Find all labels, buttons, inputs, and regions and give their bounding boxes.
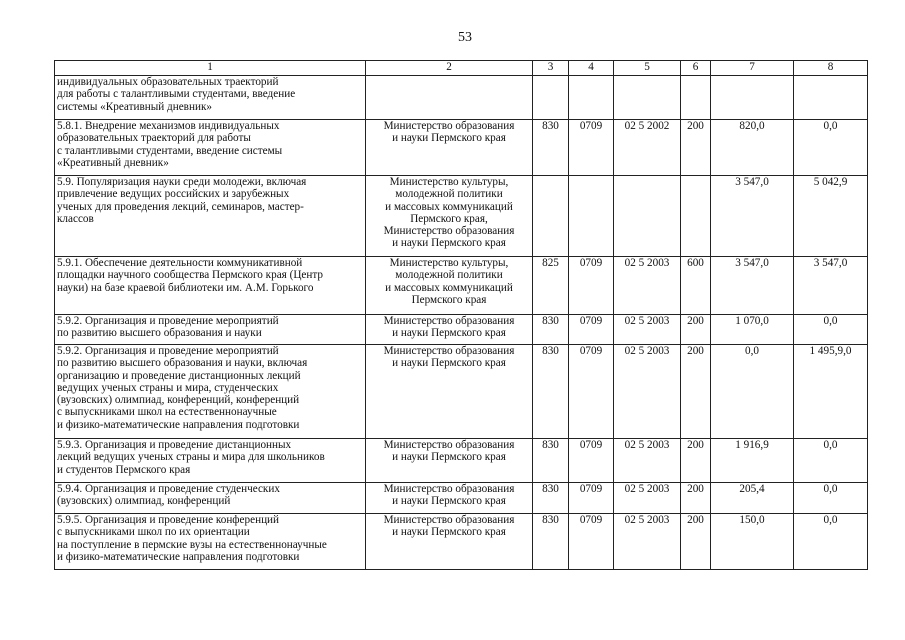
ministry-cell: Министерство образования и науки Пермского края — [366, 514, 533, 570]
header-cell: 5 — [614, 61, 681, 76]
target-item-cell: 02 5 2003 — [614, 345, 681, 439]
table-row — [55, 257, 868, 315]
section-code-cell — [569, 76, 614, 120]
expense-type-cell: 200 — [681, 483, 711, 514]
amount-col8-cell: 0,0 — [794, 120, 868, 176]
target-item-cell: 02 5 2003 — [614, 315, 681, 345]
amount-col8-cell — [794, 76, 868, 120]
chapter-code-cell: 830 — [533, 120, 569, 176]
target-item-cell — [614, 176, 681, 257]
amount-col7-cell: 205,4 — [711, 483, 794, 514]
header-cell: 8 — [794, 61, 868, 76]
table-row — [55, 176, 868, 257]
ministry-cell: Министерство образования и науки Пермского края — [366, 120, 533, 176]
target-item-cell — [614, 76, 681, 120]
target-item-cell: 02 5 2003 — [614, 439, 681, 483]
table-row — [55, 120, 868, 176]
activity-name-cell: индивидуальных образовательных траекторий для работы с талантливыми студентами, введение системы «Креативный дневник» — [55, 76, 366, 120]
ministry-cell: Министерство культуры, молодежной политики и массовых коммуникаций Пермского края, Министерство образования и науки Пермского края — [366, 176, 533, 257]
amount-col8-cell: 0,0 — [794, 514, 868, 570]
chapter-code-cell — [533, 176, 569, 257]
header-cell: 2 — [366, 61, 533, 76]
amount-col7-cell: 0,0 — [711, 345, 794, 439]
chapter-code-cell: 830 — [533, 483, 569, 514]
ministry-cell — [366, 76, 533, 120]
table-row — [55, 439, 868, 483]
table-row — [55, 345, 868, 439]
activity-name-cell: 5.9.5. Организация и проведение конференций с выпускниками школ по их ориентации на поступление в пермские вузы на естественнонаучные и физико-математические направления подготовки — [55, 514, 366, 570]
target-item-cell: 02 5 2002 — [614, 120, 681, 176]
amount-col7-cell — [711, 76, 794, 120]
chapter-code-cell: 830 — [533, 439, 569, 483]
section-code-cell: 0709 — [569, 345, 614, 439]
amount-col8-cell: 3 547,0 — [794, 257, 868, 315]
activity-name-cell: 5.9.4. Организация и проведение студенческих (вузовских) олимпиад, конференций — [55, 483, 366, 514]
amount-col8-cell: 5 042,9 — [794, 176, 868, 257]
header-cell: 3 — [533, 61, 569, 76]
chapter-code-cell: 830 — [533, 514, 569, 570]
section-code-cell: 0709 — [569, 439, 614, 483]
expense-type-cell: 200 — [681, 120, 711, 176]
expense-type-cell: 200 — [681, 315, 711, 345]
amount-col7-cell: 150,0 — [711, 514, 794, 570]
expense-type-cell: 200 — [681, 439, 711, 483]
chapter-code-cell: 830 — [533, 315, 569, 345]
amount-col8-cell: 1 495,9,0 — [794, 345, 868, 439]
activity-name-cell: 5.9. Популяризация науки среди молодежи, включая привлечение ведущих российских и зарубежных ученых для проведения лекций, семинаров, мастер- классов — [55, 176, 366, 257]
section-code-cell — [569, 176, 614, 257]
target-item-cell: 02 5 2003 — [614, 514, 681, 570]
section-code-cell: 0709 — [569, 120, 614, 176]
amount-col7-cell: 820,0 — [711, 120, 794, 176]
table-row — [55, 514, 868, 570]
amount-col7-cell: 1 070,0 — [711, 315, 794, 345]
activity-name-cell: 5.9.3. Организация и проведение дистанционных лекций ведущих ученых страны и мира для школьников и студентов Пермского края — [55, 439, 366, 483]
ministry-cell: Министерство культуры, молодежной политики и массовых коммуникаций Пермского края — [366, 257, 533, 315]
table-row — [55, 76, 868, 120]
header-cell: 7 — [711, 61, 794, 76]
chapter-code-cell: 830 — [533, 345, 569, 439]
section-code-cell: 0709 — [569, 514, 614, 570]
expense-type-cell: 200 — [681, 345, 711, 439]
amount-col7-cell: 3 547,0 — [711, 176, 794, 257]
amount-col7-cell: 3 547,0 — [711, 257, 794, 315]
chapter-code-cell: 825 — [533, 257, 569, 315]
activity-name-cell: 5.8.1. Внедрение механизмов индивидуальных образовательных траекторий для работы с талантливыми студентами, введение системы «Креативный дневник» — [55, 120, 366, 176]
header-cell: 6 — [681, 61, 711, 76]
target-item-cell: 02 5 2003 — [614, 257, 681, 315]
amount-col7-cell: 1 916,9 — [711, 439, 794, 483]
expense-type-cell — [681, 76, 711, 120]
expense-type-cell: 200 — [681, 514, 711, 570]
chapter-code-cell — [533, 76, 569, 120]
table-row — [55, 483, 868, 514]
activity-name-cell: 5.9.2. Организация и проведение мероприятий по развитию высшего образования и науки — [55, 315, 366, 345]
ministry-cell: Министерство образования и науки Пермского края — [366, 345, 533, 439]
table-header-row — [55, 61, 868, 76]
ministry-cell: Министерство образования и науки Пермского края — [366, 439, 533, 483]
expense-type-cell — [681, 176, 711, 257]
section-code-cell: 0709 — [569, 315, 614, 345]
header-cell: 4 — [569, 61, 614, 76]
table-row — [55, 315, 868, 345]
activity-name-cell: 5.9.1. Обеспечение деятельности коммуникативной площадки научного сообщества Пермского края (Центр науки) на базе краевой библиотеки им. А.М. Горького — [55, 257, 366, 315]
amount-col8-cell: 0,0 — [794, 483, 868, 514]
activity-name-cell: 5.9.2. Организация и проведение мероприятий по развитию высшего образования и науки, включая организацию и проведение дистанционных лекций ведущих ученых страны и мира, студенческих (вузовских) олимпиад, конференций, конференций с выпускниками школ на естественнонаучные и физико-математические направления подготовки — [55, 345, 366, 439]
header-cell: 1 — [55, 61, 366, 76]
target-item-cell: 02 5 2003 — [614, 483, 681, 514]
expense-type-cell: 600 — [681, 257, 711, 315]
budget-table — [54, 60, 868, 570]
page-number: 53 — [458, 30, 472, 45]
amount-col8-cell: 0,0 — [794, 439, 868, 483]
ministry-cell: Министерство образования и науки Пермского края — [366, 483, 533, 514]
ministry-cell: Министерство образования и науки Пермского края — [366, 315, 533, 345]
section-code-cell: 0709 — [569, 483, 614, 514]
amount-col8-cell: 0,0 — [794, 315, 868, 345]
section-code-cell: 0709 — [569, 257, 614, 315]
